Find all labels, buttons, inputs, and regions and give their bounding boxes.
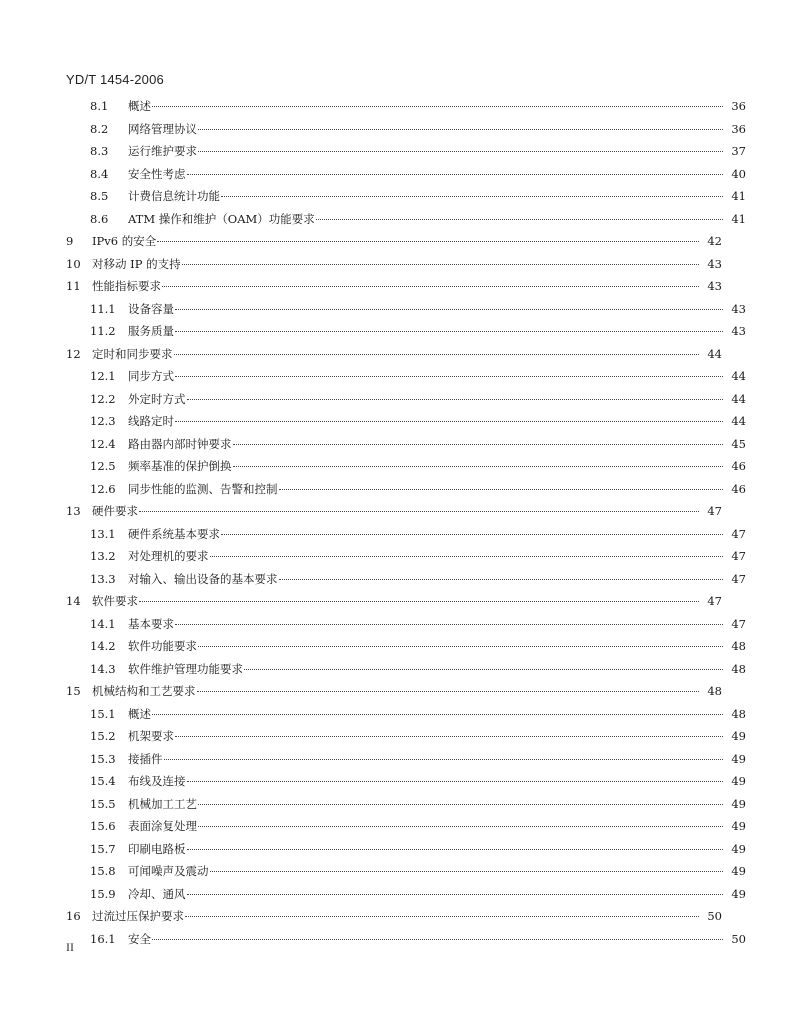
toc-entry-number: 15.9 <box>90 886 116 901</box>
toc-entry-title: 概述 <box>128 99 151 113</box>
toc-entry-page: 47 <box>707 504 722 518</box>
toc-entry-page: 41 <box>731 211 746 226</box>
toc-entry-page: 46 <box>731 481 746 496</box>
toc-entry <box>0 479 809 499</box>
dot-leader <box>210 870 724 872</box>
dot-leader <box>198 128 723 130</box>
toc-entry-page: 49 <box>731 729 746 743</box>
toc-entry-title: 印刷电路板 <box>128 841 186 856</box>
toc-entry-title: 外定时方式 <box>128 391 186 406</box>
toc-entry-number: 14.1 <box>90 616 116 631</box>
dot-leader <box>279 578 724 580</box>
toc-entry <box>0 524 809 544</box>
toc-entry <box>0 884 809 904</box>
toc-entry <box>0 276 785 296</box>
toc-entry <box>0 119 809 139</box>
dot-leader <box>175 623 723 625</box>
dot-leader <box>198 825 723 827</box>
toc-entry-title: 对输入、输出设备的基本要求 <box>128 571 278 586</box>
toc-entry-title: 定时和同步要求 <box>92 346 173 361</box>
toc-entry-number: 12.3 <box>90 414 116 428</box>
toc-entry-page: 37 <box>731 144 746 158</box>
toc-entry-number: 13.2 <box>90 549 116 563</box>
dot-leader <box>174 353 700 355</box>
toc-entry <box>0 906 785 926</box>
dot-leader <box>139 510 699 512</box>
dot-leader <box>198 645 723 647</box>
toc-entry <box>0 636 809 656</box>
toc-entry-number: 8.1 <box>90 99 109 113</box>
toc-entry-number: 12.5 <box>90 459 116 473</box>
dot-leader <box>175 308 723 310</box>
dot-leader <box>187 398 724 400</box>
toc-entry <box>0 659 809 679</box>
toc-entry <box>0 321 809 341</box>
toc-entry <box>0 569 809 589</box>
toc-entry-title: 概述 <box>128 706 151 721</box>
toc-entry-number: 12.2 <box>90 391 116 406</box>
toc-entry <box>0 344 785 364</box>
dot-leader <box>233 443 724 445</box>
toc-entry-title: 硬件要求 <box>92 504 138 518</box>
toc-entry-page: 44 <box>731 391 746 406</box>
toc-entry-title: 设备容量 <box>128 301 174 316</box>
toc-entry-number: 13.3 <box>90 571 116 586</box>
toc-entry-number: 8.6 <box>90 211 109 226</box>
toc-entry-number: 12.4 <box>90 436 116 451</box>
toc-entry-number: 15.4 <box>90 774 116 788</box>
toc-entry-number: 15.3 <box>90 751 116 766</box>
toc-entry-number: 15.8 <box>90 864 116 878</box>
document-id: YD/T 1454-2006 <box>66 72 164 87</box>
toc-entry-page: 50 <box>707 909 722 923</box>
toc-entry-page: 49 <box>731 841 746 856</box>
toc-entry-number: 15 <box>66 684 81 698</box>
dot-leader <box>152 105 723 107</box>
toc-entry-number: 16 <box>66 909 81 923</box>
toc-entry-number: 15.5 <box>90 796 116 811</box>
toc-entry <box>0 434 809 454</box>
toc-entry-number: 8.3 <box>90 144 109 158</box>
page-number-footer: II <box>66 940 74 954</box>
dot-leader <box>139 600 699 602</box>
toc-entry-page: 41 <box>731 189 746 203</box>
toc-entry-title: 对移动 IP 的支持 <box>92 256 181 271</box>
toc-entry-title: 线路定时 <box>128 414 174 428</box>
toc-entry-page: 49 <box>731 751 746 766</box>
toc-entry-page: 45 <box>731 436 746 451</box>
dot-leader <box>198 803 723 805</box>
toc-entry-number: 16.1 <box>90 931 116 946</box>
toc-entry-number: 12.6 <box>90 481 116 496</box>
toc-entry-page: 47 <box>707 594 722 608</box>
toc-entry-page: 47 <box>731 526 746 541</box>
toc-entry-title: 运行维护要求 <box>128 144 197 158</box>
toc-entry-number: 15.7 <box>90 841 116 856</box>
toc-entry-page: 40 <box>731 166 746 181</box>
toc-entry-page: 44 <box>707 346 722 361</box>
toc-entry-number: 11.1 <box>90 301 116 316</box>
toc-entry-number: 15.1 <box>90 706 116 721</box>
toc-entry-title: ATM 操作和维护（OAM）功能要求 <box>128 211 315 226</box>
toc-entry-number: 14.3 <box>90 661 116 676</box>
toc-entry-title: 同步性能的监测、告警和控制 <box>128 481 278 496</box>
toc-entry-page: 48 <box>731 706 746 721</box>
toc-entry <box>0 209 809 229</box>
toc-entry-title: 冷却、通风 <box>128 886 186 901</box>
toc-entry-number: 15.2 <box>90 729 116 743</box>
dot-leader <box>279 488 724 490</box>
toc-entry-number: 13 <box>66 504 81 518</box>
toc-entry-page: 49 <box>731 774 746 788</box>
toc-entry-page: 48 <box>731 661 746 676</box>
toc-entry <box>0 614 809 634</box>
toc-entry-title: 机架要求 <box>128 729 174 743</box>
toc-entry <box>0 929 809 949</box>
toc-entry-number: 12 <box>66 346 81 361</box>
dot-leader <box>221 195 723 197</box>
toc-entry <box>0 591 785 611</box>
toc-entry <box>0 389 809 409</box>
toc-entry-title: 软件功能要求 <box>128 639 197 653</box>
toc-entry <box>0 164 809 184</box>
dot-leader <box>316 218 723 220</box>
dot-leader <box>152 938 723 940</box>
toc-entry <box>0 299 809 319</box>
dot-leader <box>187 173 724 175</box>
toc-entry-page: 49 <box>731 819 746 833</box>
toc-entry-page: 49 <box>731 886 746 901</box>
toc-entry-page: 36 <box>731 99 746 113</box>
toc-entry <box>0 96 809 116</box>
toc-entry-number: 8.4 <box>90 166 109 181</box>
toc-entry-number: 11.2 <box>90 324 116 338</box>
dot-leader <box>157 240 699 242</box>
toc-entry-title: 安全性考虑 <box>128 166 186 181</box>
dot-leader <box>182 263 699 265</box>
toc-entry-page: 49 <box>731 864 746 878</box>
dot-leader <box>221 533 723 535</box>
toc-entry <box>0 501 785 521</box>
toc-entry-number: 8.2 <box>90 121 109 136</box>
toc-entry-title: 计费信息统计功能 <box>128 189 220 203</box>
toc-entry-page: 48 <box>707 684 722 698</box>
toc-entry <box>0 366 809 386</box>
toc-entry-page: 48 <box>731 639 746 653</box>
toc-entry-title: 接插件 <box>128 751 163 766</box>
dot-leader <box>210 555 724 557</box>
toc-entry <box>0 816 809 836</box>
toc-entry-title: 过流过压保护要求 <box>92 909 184 923</box>
toc-entry-title: 网络管理协议 <box>128 121 197 136</box>
toc-entry <box>0 186 809 206</box>
toc-entry-title: 硬件系统基本要求 <box>128 526 220 541</box>
toc-entry-number: 10 <box>66 256 81 271</box>
toc-entry-title: 布线及连接 <box>128 774 186 788</box>
toc-entry-page: 43 <box>707 256 722 271</box>
toc-entry <box>0 771 809 791</box>
toc-entry-number: 11 <box>66 279 81 293</box>
toc-entry-number: 13.1 <box>90 526 116 541</box>
toc-entry-title: 软件要求 <box>92 594 138 608</box>
toc-entry <box>0 681 785 701</box>
toc-entry <box>0 749 809 769</box>
dot-leader <box>185 915 699 917</box>
dot-leader <box>152 713 723 715</box>
toc-entry-page: 47 <box>731 571 746 586</box>
toc-entry <box>0 839 809 859</box>
toc-entry <box>0 254 785 274</box>
toc-entry-title: 安全 <box>128 931 151 946</box>
toc-entry-number: 9 <box>66 234 74 248</box>
toc-entry <box>0 546 809 566</box>
toc-entry-title: 路由器内部时钟要求 <box>128 436 232 451</box>
toc-entry-number: 14.2 <box>90 639 116 653</box>
toc-entry <box>0 861 809 881</box>
toc-entry-title: 服务质量 <box>128 324 174 338</box>
toc-entry-number: 15.6 <box>90 819 116 833</box>
dot-leader <box>162 285 699 287</box>
toc-entry-page: 46 <box>731 459 746 473</box>
dot-leader <box>244 668 723 670</box>
toc-entry-page: 47 <box>731 616 746 631</box>
dot-leader <box>175 330 723 332</box>
toc-entry <box>0 704 809 724</box>
toc-entry <box>0 726 809 746</box>
toc-entry-title: 频率基准的保护倒换 <box>128 459 232 473</box>
toc-entry <box>0 794 809 814</box>
toc-entry-title: 性能指标要求 <box>92 279 161 293</box>
toc-entry-title: 机械结构和工艺要求 <box>92 684 196 698</box>
toc-entry-page: 43 <box>731 324 746 338</box>
toc-entry-title: 基本要求 <box>128 616 174 631</box>
toc-entry <box>0 231 785 251</box>
toc-entry <box>0 141 809 161</box>
toc-entry-page: 47 <box>731 549 746 563</box>
toc-entry-title: 对处理机的要求 <box>128 549 209 563</box>
dot-leader <box>233 465 724 467</box>
dot-leader <box>164 758 724 760</box>
toc-entry-page: 43 <box>731 301 746 316</box>
toc-entry-title: IPv6 的安全 <box>92 234 157 248</box>
toc-entry-page: 44 <box>731 369 746 383</box>
toc-entry-title: 同步方式 <box>128 369 174 383</box>
toc-entry-page: 42 <box>707 234 722 248</box>
toc-entry-title: 表面涂复处理 <box>128 819 197 833</box>
toc-entry-number: 12.1 <box>90 369 116 383</box>
toc-entry-title: 软件维护管理功能要求 <box>128 661 243 676</box>
toc-entry-title: 机械加工工艺 <box>128 796 197 811</box>
toc-entry <box>0 456 809 476</box>
dot-leader <box>175 735 723 737</box>
toc-entry-page: 50 <box>731 931 746 946</box>
toc-entry-page: 43 <box>707 279 722 293</box>
toc-entry-page: 36 <box>731 121 746 136</box>
dot-leader <box>187 848 724 850</box>
dot-leader <box>187 780 724 782</box>
toc-entry-number: 14 <box>66 594 81 608</box>
dot-leader <box>175 375 723 377</box>
toc-entry <box>0 411 809 431</box>
toc-entry-title: 可闻噪声及震动 <box>128 864 209 878</box>
toc-entry-page: 49 <box>731 796 746 811</box>
dot-leader <box>197 690 700 692</box>
toc-entry-page: 44 <box>731 414 746 428</box>
dot-leader <box>198 150 723 152</box>
dot-leader <box>175 420 723 422</box>
toc-entry-number: 8.5 <box>90 189 109 203</box>
dot-leader <box>187 893 724 895</box>
